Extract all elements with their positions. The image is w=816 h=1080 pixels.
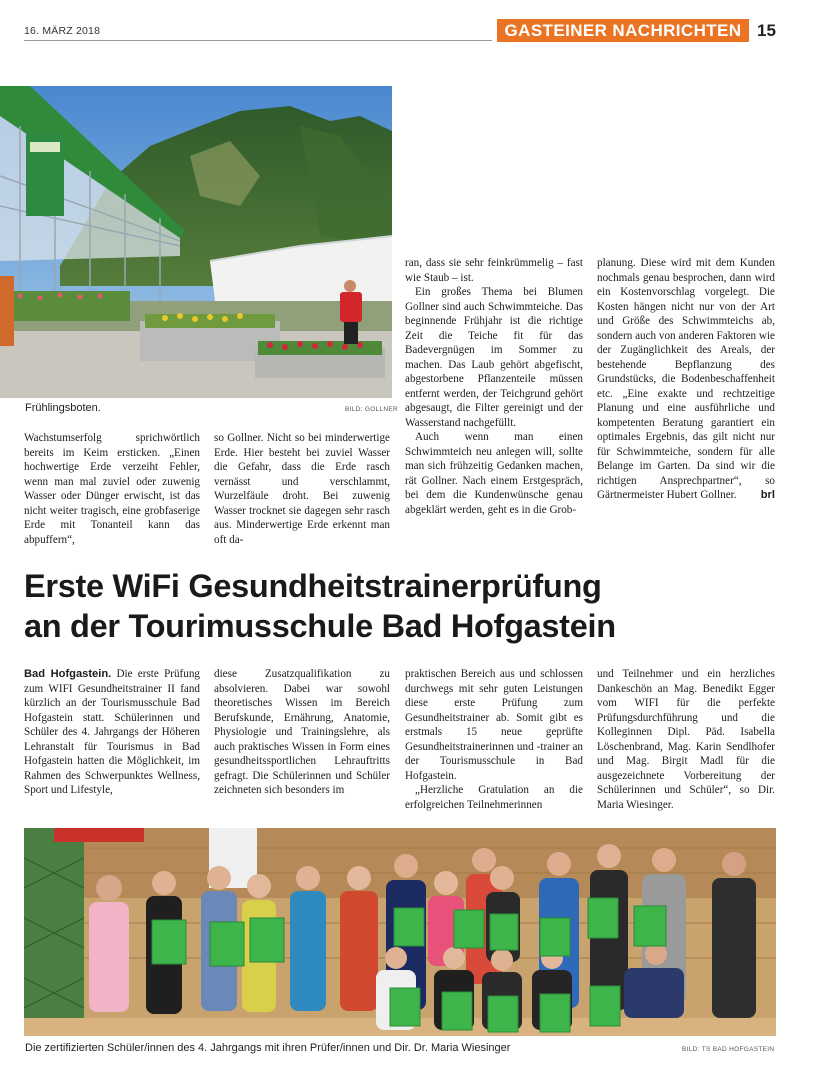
garden-photo-caption: Frühlingsboten. <box>25 402 101 414</box>
headline-line-2: an der Tourimusschule Bad Hofgastein <box>24 608 616 644</box>
group-photo <box>24 828 776 1036</box>
group-photo-credit: BILD: TS BAD HOFGASTEIN <box>682 1046 775 1053</box>
issue-date: 16. MÄRZ 2018 <box>24 25 101 37</box>
article1-col4-text: planung. Diese wird mit dem Kunden nochmals genau besprochen, dann wird ein Kostenvorschlag vorgelegt. Die Kosten hängen nicht nur von der Art und Größe des Schwimmteichs ab, sondern auch von anderen Faktoren wie der Zugänglichkeit des Areals, der bestehende Bepflanzung des Grundstücks, die Bodenbeschaffenheit etc. „Eine exakte und rechtzeitige Planung und eine ausführliche und kompetenten Beratung garantiert ein optimales Ergebnis, das gilt nicht nur für Schwimmteiche, sondern für alle Belange im Garten. Da sind wir die richtigen Ansprechpartner“, so Gärtnermeister Hubert Gollner. <box>597 257 775 501</box>
headline-line-1: Erste WiFi Gesundheitstrainerprüfung <box>24 568 602 604</box>
garden-photo-credit: BILD: GOLLNER <box>345 406 399 413</box>
article1-column-2 <box>214 431 390 547</box>
article2-dateline: Bad Hofgastein. <box>24 668 112 680</box>
article2-col1-text: Die erste Prüfung zum WIFI Gesundheitstrainer II fand kürzlich an der Tourismusschule Bad Hofgastein statt. Schülerinnen und Schüler des 4. Jahrgangs der Höheren Lehranstalt für Tourismus in Bad Hofgastein hatten die Möglichkeit, im Rahmen des Schwerpunktes Wellness, Sport und Lifestyle, <box>24 668 200 796</box>
author-signature: brl <box>760 489 775 501</box>
article1-column-4 <box>597 256 775 503</box>
article2-column-3 <box>405 667 583 812</box>
article2-col2-text: diese Zusatzqualifikation zu absolvieren. Dabei war sowohl theoretisches Wissen im Bereich Berufskunde, Ernährung, Anatomie, Physiologie und Trainingslehre, als auch praktisches Wissen in Form eines gesundheitssportlichen Lehrauftritts gefragt. Die Schülerinnen und Schüler zeichneten sich besonders im <box>214 668 390 796</box>
article1-col3-para1: ran, dass sie sehr feinkrümmelig – fast wie Staub – ist. <box>405 257 583 284</box>
article2-column-1 <box>24 667 200 798</box>
group-photo-caption: Die zertifizierten Schüler/innen des 4. Jahrgangs mit ihren Prüfer/innen und Dir. Dr. Maria Wiesinger <box>25 1042 511 1054</box>
article2-column-4 <box>597 667 775 812</box>
group-photo-illustration <box>24 828 776 1036</box>
article1-col3-para3: Auch wenn man einen Schwimmteich neu anlegen will, sollte man sich frühzeitig Gedanken machen, rät Gollner. Nach einem Erstgespräch, bei dem die Kundenwünsche genau abgeklärt werden, geht es in die Grob- <box>405 431 583 516</box>
article1-column-3 <box>405 256 583 517</box>
article2-col3-para2: „Herzliche Gratulation an die erfolgreichen Teilnehmerinnen <box>405 784 583 811</box>
article1-col3-para2: Ein großes Thema bei Blumen Gollner sind auch Schwimmteiche. Das beginnende Frühjahr ist die richtige Zeit die Teiche fit für das Badevergnügen im Sommer zu machen. Das Laub gehört abgefischt, abgestorbene Pflanzenteile müssen entfernt werden, der Teichgrund gehört abgesaugt, die Filter gereinigt und der Wasserstand nachgefüllt. <box>405 286 583 429</box>
article1-col2-text: so Gollner. Nicht so bei minderwertige Erde. Hier besteht bei zuviel Wasser die Gefahr, dass die Erde rasch vernässt und verschlammt, Wurzelfäule droht. Bei zuwenig Wasser trocknet sie dagegen sehr rasch aus. Minderwertige Erde erkennt man oft da- <box>214 432 390 546</box>
article2-column-2 <box>214 667 390 798</box>
article2-col4-text: und Teilnehmer und ein herzliches Dankeschön an Mag. Benedikt Egger vom WIFI für die perfekte Prüfungsdurchführung und die Kolleginnen Dipl. Päd. Isabella Löschenbrand, Mag. Karin Sendlhofer und Mag. Birgit Madl für die ausgezeichnete Vorbereitung der Schülerinnen und Schüler“, so Dir. Maria Wiesinger. <box>597 668 775 811</box>
garden-center-illustration <box>0 86 392 398</box>
page-number: 15 <box>757 21 776 40</box>
garden-center-photo <box>0 86 392 398</box>
article1-col1-text: Wachstumserfolg sprichwörtlich bereits im Keim ersticken. „Einen hochwertige Erde verzeiht Fehler, wenn man mal zuviel oder zuwenig Wasser oder Dünger erwischt, ist das nicht weiter tragisch, eine grobfaserige Erde mit Tonanteil kann das abpuffern“, <box>24 432 200 546</box>
article2-headline <box>24 566 804 646</box>
article1-column-1 <box>24 431 200 547</box>
publication-name: GASTEINER NACHRICHTEN <box>497 19 749 42</box>
article2-col3-para1: praktischen Bereich aus und schlossen durchwegs mit sehr guten Leistungen diese erste Prüfung zum Gesundheitstrainer ab. Somit gibt es erstmals 15 neue geprüfte Gesundheitstrainerinnen und -trainer an der Tourismusschule in Bad Hofgastein. <box>405 668 583 782</box>
header-rule <box>24 40 492 41</box>
